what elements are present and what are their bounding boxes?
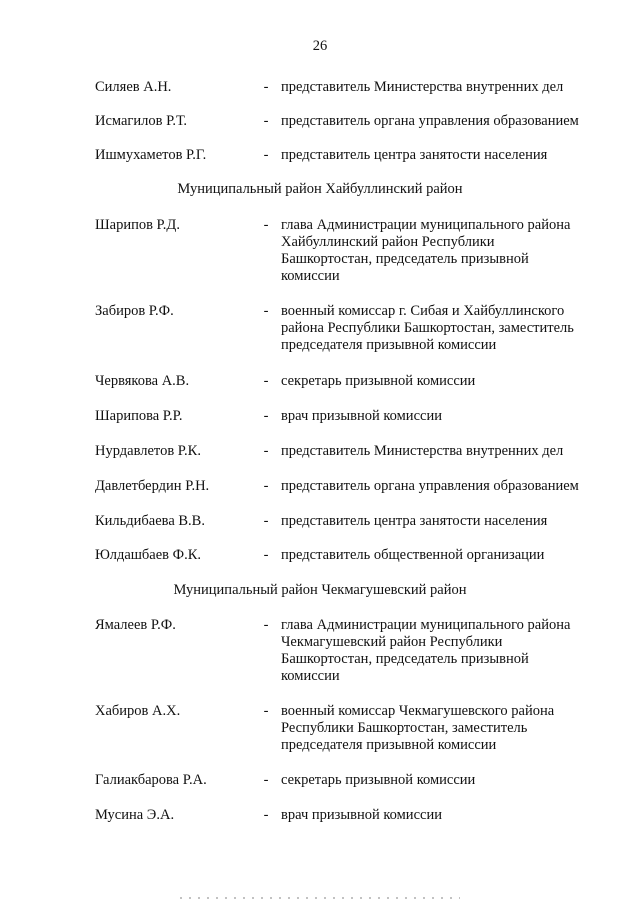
dash-separator: - — [263, 547, 269, 563]
member-name: Кильдибаева В.В. — [95, 513, 205, 529]
dash-separator: - — [263, 443, 269, 459]
member-name: Юлдашбаев Ф.К. — [95, 547, 202, 563]
member-name: Шарипов Р.Д. — [95, 217, 180, 233]
section-heading: Муниципальный район Хайбуллинский район — [177, 181, 463, 197]
member-role: представитель Министерства внутренних дел — [281, 79, 564, 95]
member-name: Мусина Э.А. — [95, 807, 175, 823]
dash-separator: - — [263, 373, 269, 389]
member-role: представитель Министерства внутренних дел — [281, 443, 564, 459]
dash-separator: - — [263, 617, 269, 633]
member-name: Хабиров А.Х. — [95, 703, 181, 719]
member-role: представитель общественной организации — [281, 547, 545, 563]
dash-separator: - — [263, 478, 269, 494]
dash-separator: - — [263, 303, 269, 319]
dash-separator: - — [263, 513, 269, 529]
member-role: врач призывной комиссии — [281, 408, 442, 424]
scan-artifact-marks — [180, 897, 460, 899]
member-name: Нурдавлетов Р.К. — [95, 443, 201, 459]
member-role: представитель органа управления образованием — [281, 113, 579, 129]
dash-separator: - — [263, 79, 269, 95]
member-name: Забиров Р.Ф. — [95, 303, 174, 319]
dash-separator: - — [263, 113, 269, 129]
dash-separator: - — [263, 807, 269, 823]
page-number: 26 — [312, 38, 328, 54]
member-name: Червякова А.В. — [95, 373, 190, 389]
dash-separator: - — [263, 772, 269, 788]
member-role: военный комиссар Чекмагушевского района Республики Башкортостан, заместитель председателя призывной комиссии — [281, 703, 555, 753]
member-name: Давлетбердин Р.Н. — [95, 478, 210, 494]
section-heading: Муниципальный район Чекмагушевский район — [173, 582, 467, 598]
member-role: секретарь призывной комиссии — [281, 772, 476, 788]
member-name: Галиакбарова Р.А. — [95, 772, 207, 788]
member-role: военный комиссар г. Сибая и Хайбуллинского района Республики Башкортостан, заместитель председателя призывной комиссии — [281, 303, 574, 353]
member-role: представитель органа управления образованием — [281, 478, 579, 494]
member-role: представитель центра занятости населения — [281, 147, 548, 163]
member-role: глава Администрации муниципального района Хайбуллинский район Республики Башкортостан, председатель призывной комиссии — [281, 217, 571, 284]
dash-separator: - — [263, 703, 269, 719]
member-name: Силяев А.Н. — [95, 79, 172, 95]
member-name: Шарипова Р.Р. — [95, 408, 183, 424]
member-name: Ишмухаметов Р.Г. — [95, 147, 207, 163]
member-role: секретарь призывной комиссии — [281, 373, 476, 389]
member-role: врач призывной комиссии — [281, 807, 442, 823]
dash-separator: - — [263, 147, 269, 163]
member-name: Исмагилов Р.Т. — [95, 113, 187, 129]
dash-separator: - — [263, 217, 269, 233]
dash-separator: - — [263, 408, 269, 424]
member-name: Ямалеев Р.Ф. — [95, 617, 176, 633]
member-role: глава Администрации муниципального района Чекмагушевский район Республики Башкортостан, председатель призывной комиссии — [281, 617, 571, 684]
member-role: представитель центра занятости населения — [281, 513, 548, 529]
